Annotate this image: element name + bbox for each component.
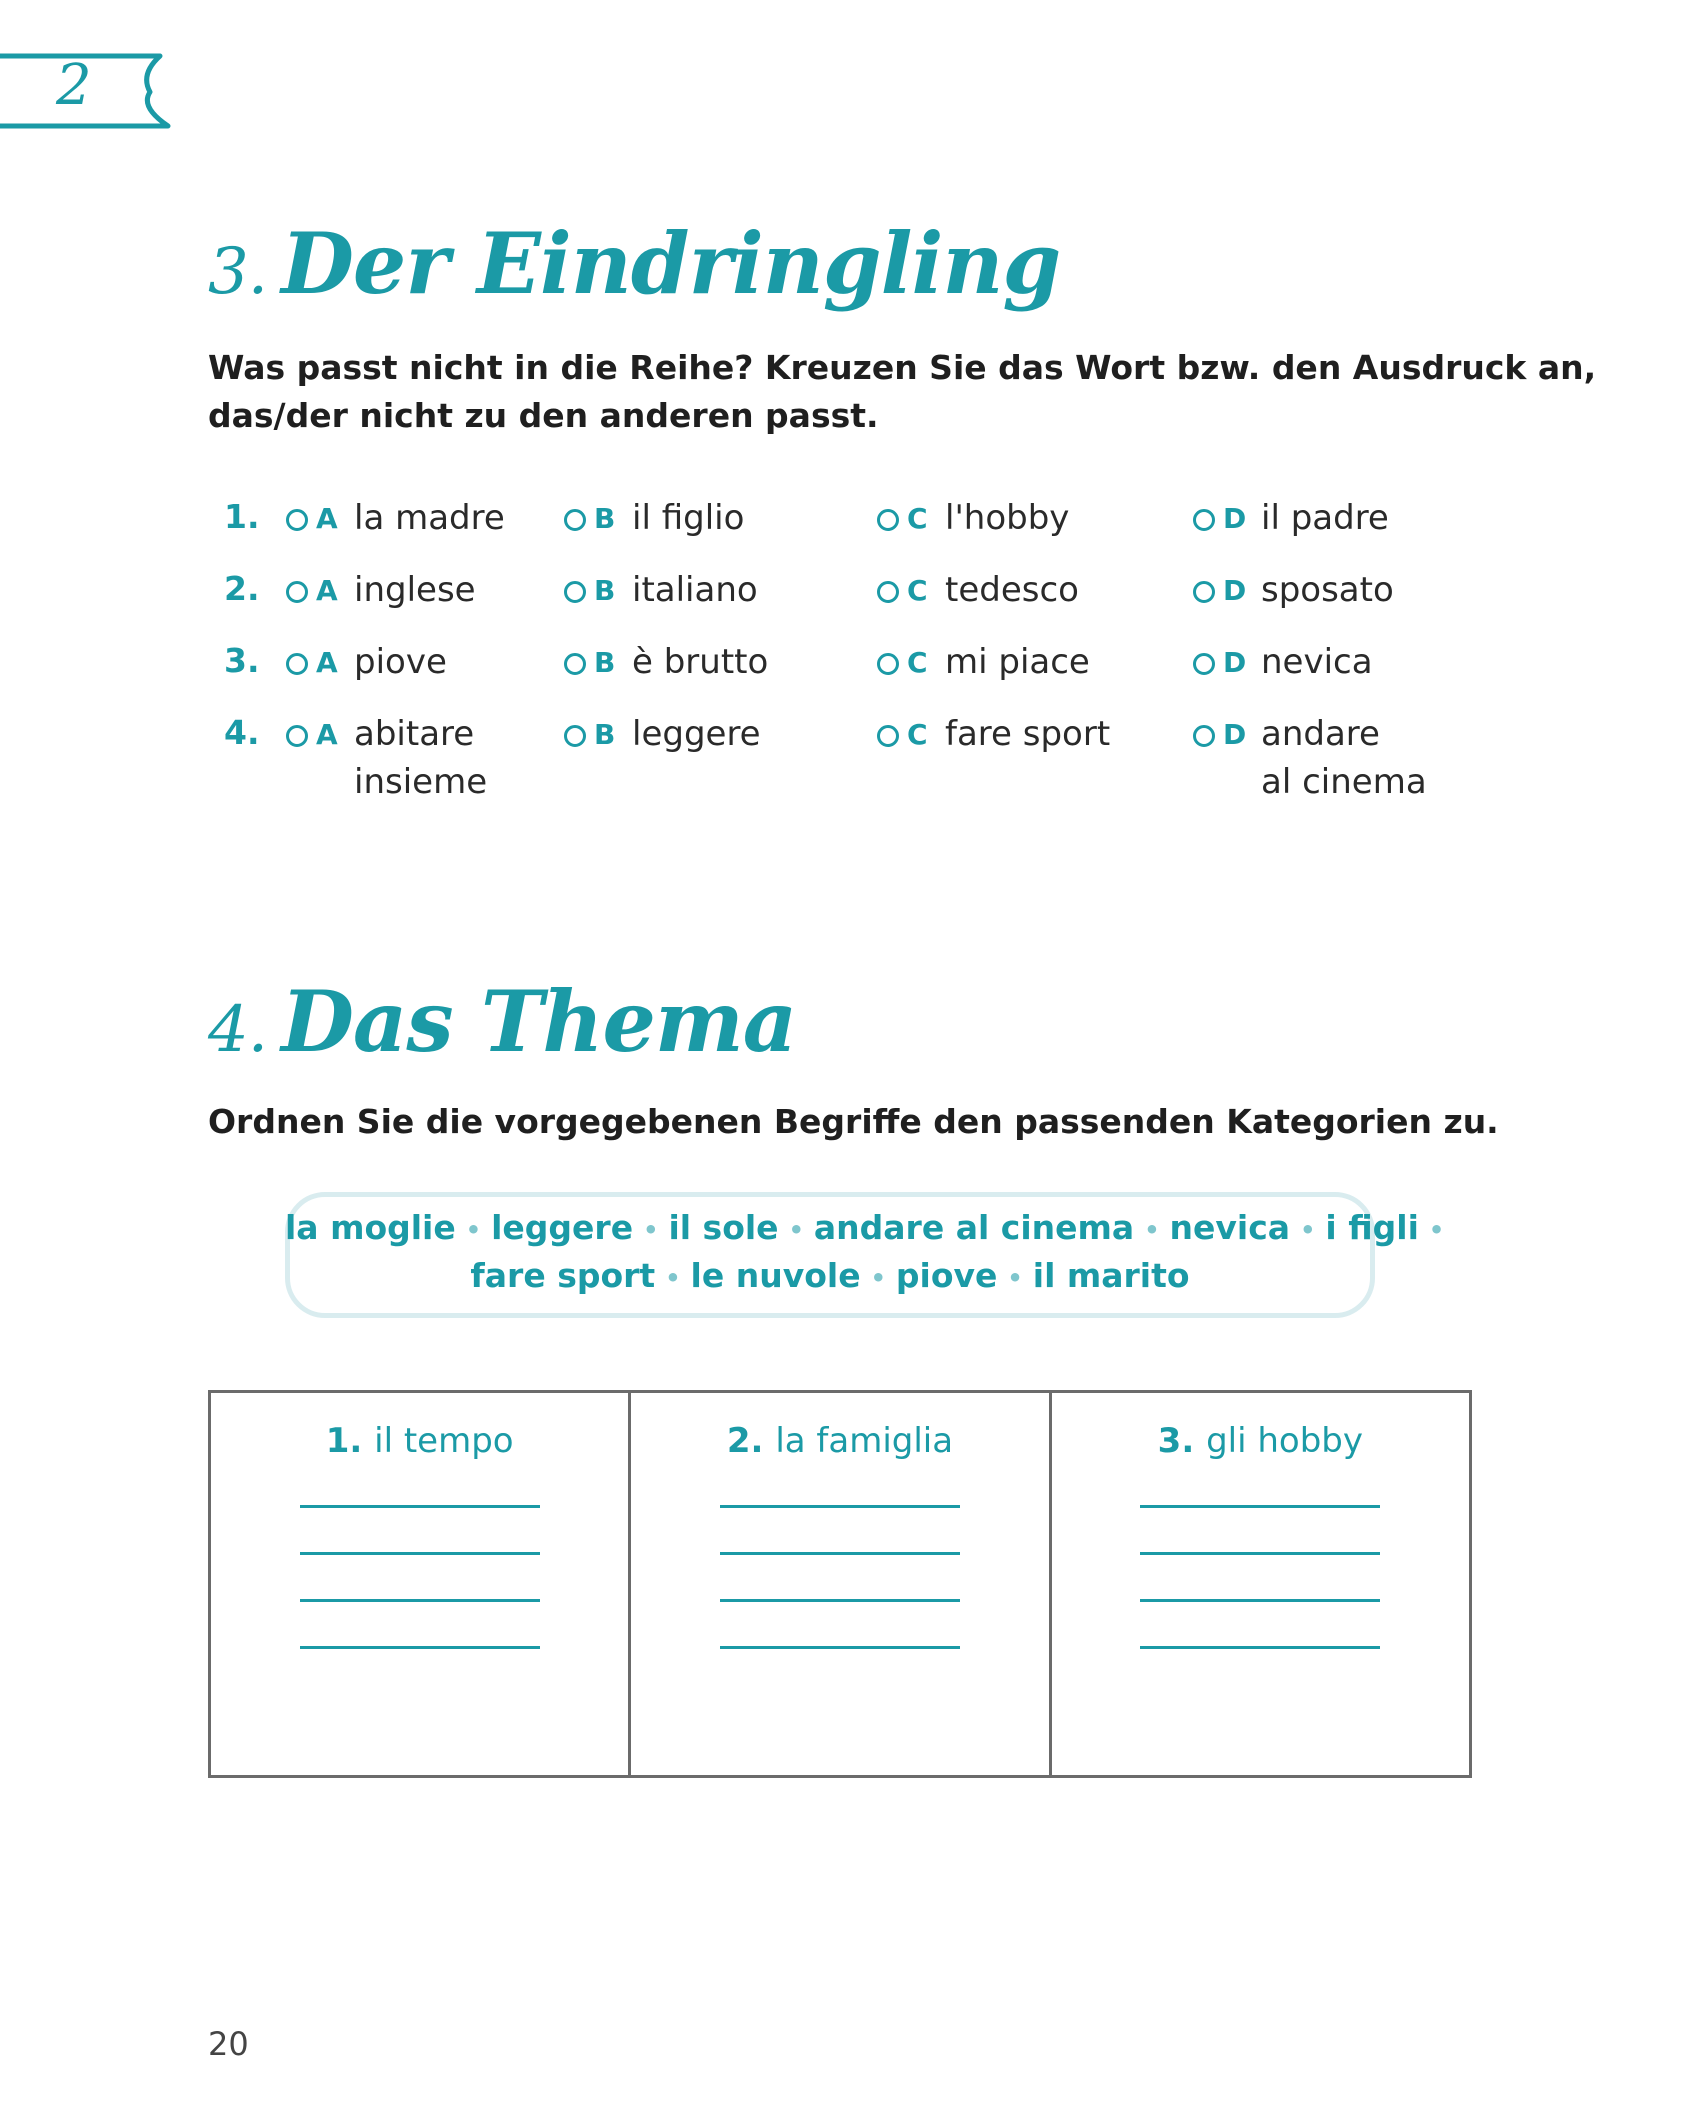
question-number: 3. <box>224 641 260 680</box>
category-column-1 <box>210 1392 630 1777</box>
word-chip: il marito <box>1032 1256 1190 1295</box>
category-heading <box>1053 1421 1468 1461</box>
section-4-title <box>208 972 797 1071</box>
option-1d[interactable] <box>1193 500 1389 542</box>
word-chip: nevica <box>1169 1208 1291 1247</box>
word-chip: leggere <box>491 1208 634 1247</box>
radio-circle-icon[interactable] <box>877 509 899 531</box>
category-number: 2. <box>726 1421 764 1461</box>
answer-line[interactable] <box>1140 1552 1380 1555</box>
answer-line[interactable] <box>720 1552 960 1555</box>
category-label: gli hobby <box>1206 1421 1363 1461</box>
option-letter: A <box>316 574 338 607</box>
bullet-separator: • <box>1144 1215 1160 1244</box>
question-number: 4. <box>224 713 260 752</box>
word-bank-line-2 <box>285 1256 1375 1295</box>
bullet-separator: • <box>870 1263 886 1292</box>
bullet-separator: • <box>643 1215 659 1244</box>
option-text: italiano <box>632 570 758 610</box>
option-1c[interactable] <box>877 500 1069 542</box>
option-4d[interactable] <box>1193 716 1427 806</box>
option-text-line-1: abitare <box>354 714 475 754</box>
option-text: tedesco <box>945 570 1079 610</box>
category-heading <box>212 1421 627 1461</box>
answer-line[interactable] <box>300 1552 540 1555</box>
radio-circle-icon[interactable] <box>1193 653 1215 675</box>
category-number: 1. <box>325 1421 363 1461</box>
word-chip: fare sport <box>470 1256 656 1295</box>
option-letter: B <box>594 574 616 607</box>
word-bank-line-1 <box>285 1208 1445 1247</box>
option-2d[interactable] <box>1193 572 1394 614</box>
radio-circle-icon[interactable] <box>877 725 899 747</box>
option-letter: D <box>1223 646 1247 679</box>
answer-line[interactable] <box>720 1599 960 1602</box>
option-4a[interactable] <box>286 716 487 806</box>
radio-circle-icon[interactable] <box>564 653 586 675</box>
radio-circle-icon[interactable] <box>286 509 308 531</box>
bullet-separator: • <box>1428 1215 1445 1244</box>
bullet-separator: • <box>665 1263 681 1292</box>
bullet-separator: • <box>788 1215 804 1244</box>
answer-line[interactable] <box>1140 1646 1380 1649</box>
radio-circle-icon[interactable] <box>1193 509 1215 531</box>
option-letter: D <box>1223 502 1247 535</box>
option-text <box>1261 710 1427 806</box>
option-text: il padre <box>1261 498 1389 538</box>
option-text-line-1: andare <box>1261 714 1380 754</box>
bullet-separator: • <box>1007 1263 1023 1292</box>
radio-circle-icon[interactable] <box>286 653 308 675</box>
option-letter: D <box>1223 574 1247 607</box>
option-3d[interactable] <box>1193 644 1373 686</box>
answer-line[interactable] <box>720 1646 960 1649</box>
option-3c[interactable] <box>877 644 1090 686</box>
option-letter: C <box>907 574 928 607</box>
radio-circle-icon[interactable] <box>1193 725 1215 747</box>
option-letter: C <box>907 502 928 535</box>
option-text: il figlio <box>632 498 745 538</box>
radio-circle-icon[interactable] <box>286 725 308 747</box>
word-chip: andare al cinema <box>813 1208 1135 1247</box>
radio-circle-icon[interactable] <box>286 581 308 603</box>
option-3a[interactable] <box>286 644 447 686</box>
category-label: la famiglia <box>775 1421 954 1461</box>
option-letter: A <box>316 718 338 751</box>
section-4-number: 4. <box>208 993 268 1067</box>
radio-circle-icon[interactable] <box>877 653 899 675</box>
answer-line[interactable] <box>300 1505 540 1508</box>
option-text: piove <box>354 642 447 682</box>
option-letter: A <box>316 646 338 679</box>
section-4-instruction: Ordnen Sie die vorgegebenen Begriffe den passenden Kategorien zu. <box>208 1102 1499 1141</box>
option-letter: B <box>594 718 616 751</box>
option-3b[interactable] <box>564 644 768 686</box>
option-4c[interactable] <box>877 716 1110 758</box>
answer-line[interactable] <box>1140 1505 1380 1508</box>
option-text: nevica <box>1261 642 1373 682</box>
option-1a[interactable] <box>286 500 505 542</box>
radio-circle-icon[interactable] <box>564 581 586 603</box>
category-number: 3. <box>1157 1421 1195 1461</box>
chapter-number: 2 <box>56 53 92 118</box>
option-letter: C <box>907 718 928 751</box>
radio-circle-icon[interactable] <box>1193 581 1215 603</box>
option-text <box>354 710 487 806</box>
radio-circle-icon[interactable] <box>877 581 899 603</box>
section-3-title-text: Der Eindringling <box>281 214 1061 313</box>
category-column-2 <box>630 1392 1050 1777</box>
option-text: l'hobby <box>945 498 1070 538</box>
instruction-line-1: Was passt nicht in die Reihe? Kreuzen Sie das Wort bzw. den Ausdruck an, <box>208 348 1597 387</box>
word-chip: piove <box>895 1256 998 1295</box>
word-chip: la moglie <box>285 1208 456 1247</box>
option-text: leggere <box>632 714 761 754</box>
word-chip: il sole <box>668 1208 779 1247</box>
option-2c[interactable] <box>877 572 1079 614</box>
option-letter: B <box>594 646 616 679</box>
answer-line[interactable] <box>720 1505 960 1508</box>
option-text: sposato <box>1261 570 1394 610</box>
question-number: 1. <box>224 497 260 536</box>
option-4b[interactable] <box>564 716 761 758</box>
option-letter: D <box>1223 718 1247 751</box>
option-text: fare sport <box>945 714 1111 754</box>
option-text-line-2: insieme <box>354 762 488 802</box>
bullet-separator: • <box>465 1215 482 1244</box>
section-3-title <box>208 214 1061 313</box>
category-column-3 <box>1050 1392 1470 1777</box>
option-text: inglese <box>354 570 476 610</box>
question-number: 2. <box>224 569 260 608</box>
option-text-line-2: al cinema <box>1261 762 1427 802</box>
option-text: mi piace <box>945 642 1090 682</box>
word-chip: i figli <box>1325 1208 1419 1247</box>
bullet-separator: • <box>1300 1215 1316 1244</box>
option-letter: B <box>594 502 616 535</box>
radio-circle-icon[interactable] <box>564 509 586 531</box>
category-heading <box>632 1421 1047 1461</box>
section-4-title-text: Das Thema <box>281 972 797 1071</box>
option-letter: C <box>907 646 928 679</box>
option-text: la madre <box>354 498 505 538</box>
option-2a[interactable] <box>286 572 476 614</box>
section-3-number: 3. <box>208 235 268 309</box>
answer-line[interactable] <box>300 1646 540 1649</box>
section-3-instruction <box>208 344 1596 440</box>
answer-line[interactable] <box>300 1599 540 1602</box>
category-label: il tempo <box>374 1421 514 1461</box>
option-2b[interactable] <box>564 572 758 614</box>
option-letter: A <box>316 502 338 535</box>
answer-line[interactable] <box>1140 1599 1380 1602</box>
option-text: è brutto <box>632 642 769 682</box>
page-number: 20 <box>208 2025 249 2063</box>
word-chip: le nuvole <box>690 1256 861 1295</box>
category-table <box>208 1390 1472 1778</box>
radio-circle-icon[interactable] <box>564 725 586 747</box>
instruction-line-2: das/der nicht zu den anderen passt. <box>208 396 879 435</box>
option-1b[interactable] <box>564 500 744 542</box>
